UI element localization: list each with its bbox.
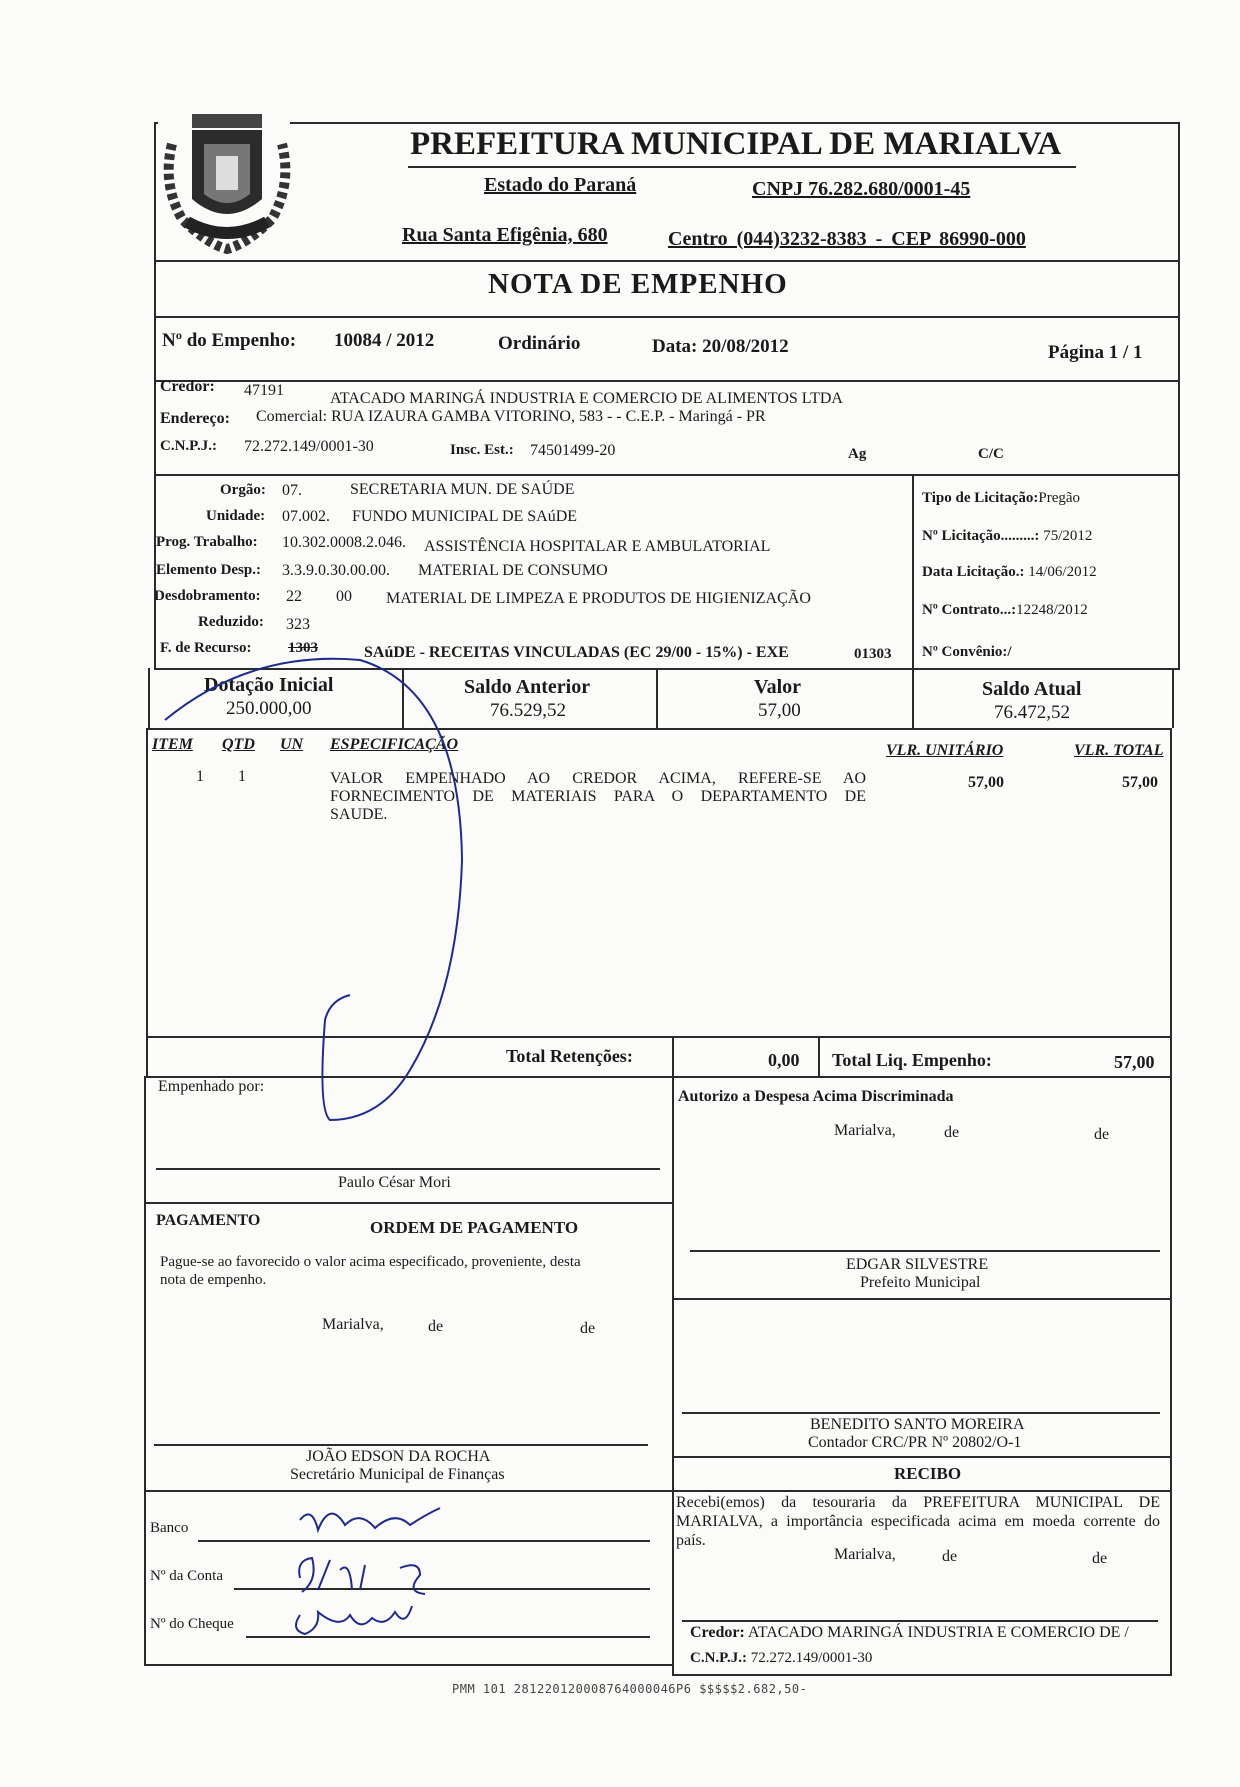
convenio-label: Nº Convênio:/ — [922, 644, 1012, 660]
valor-label: Valor — [754, 676, 802, 698]
ie-label: Insc. Est.: — [450, 442, 514, 458]
creditor-address: Comercial: RUA IZAURA GAMBA VITORINO, 583 - - C.E.P. - Maringá - PR — [256, 408, 766, 425]
creditor-label: Credor: — [160, 378, 215, 395]
banco-handwriting — [300, 1508, 440, 1530]
ordem-pagamento-label: ORDEM DE PAGAMENTO — [370, 1218, 579, 1237]
item-total-value: 57,00 — [1122, 774, 1158, 791]
cheque-handwriting — [296, 1606, 412, 1634]
unidade-label: Unidade: — [206, 508, 266, 524]
desdob-name: MATERIAL DE LIMPEZA E PRODUTOS DE HIGIENIZAÇÃO — [386, 590, 811, 607]
table-row — [150, 766, 1166, 866]
agency-label: Ag — [848, 446, 867, 462]
recibo-cnpj-label: C.N.P.J.: — [690, 1650, 747, 1666]
retencoes-label: Total Retenções: — [506, 1046, 633, 1066]
payment-text-line: Pague-se ao favorecido o valor acima especificado, proveniente, desta — [160, 1254, 581, 1270]
payment-text-line: nota de empenho. — [160, 1272, 267, 1288]
ie-value: 74501499-20 — [530, 442, 616, 459]
item-qtd: 1 — [238, 768, 246, 785]
creditor-name: ATACADO MARINGÁ INDUSTRIA E COMERCIO DE ALIMENTOS LTDA — [330, 390, 843, 407]
street-label: Rua Santa Efigênia, 680 — [402, 224, 608, 246]
prog-name: ASSISTÊNCIA HOSPITALAR E AMBULATORIAL — [424, 538, 771, 555]
recibo-credor: ATACADO MARINGÁ INDUSTRIA E COMERCIO DE / — [747, 1624, 1129, 1641]
prog-label: Prog. Trabalho: — [156, 534, 258, 550]
retencoes-value: 0,00 — [768, 1050, 800, 1070]
unidade-name: FUNDO MUNICIPAL DE SAúDE — [352, 508, 578, 525]
autorizo-label: Autorizo a Despesa Acima Discriminada — [678, 1088, 954, 1105]
page-title: PREFEITURA MUNICIPAL DE MARIALVA — [410, 126, 1062, 162]
reduzido-value: 323 — [286, 616, 310, 633]
num-licitacao-label: Nº Licitação.........: — [922, 528, 1040, 544]
contador-name: BENEDITO SANTO MOREIRA — [810, 1416, 1025, 1433]
contador-title: Contador CRC/PR Nº 20802/O-1 — [808, 1434, 1022, 1451]
valor-value: 57,00 — [758, 700, 801, 721]
contrato-value: 12248/2012 — [1016, 602, 1088, 618]
secretario-title: Secretário Municipal de Finanças — [290, 1466, 505, 1483]
item-desc-line: VALOR EMPENHADO AO CREDOR ACIMA, REFERE-SE AO — [330, 770, 866, 787]
saldo-anterior-value: 76.529,52 — [490, 700, 566, 721]
col-qtd: QTD — [222, 736, 255, 753]
desdob-code2: 00 — [336, 588, 352, 605]
creditor-cnpj-label: C.N.P.J.: — [160, 438, 217, 454]
empenho-number: 10084 / 2012 — [334, 330, 435, 351]
payment-de-1: de — [428, 1318, 444, 1335]
prefeito-title: Prefeito Municipal — [860, 1274, 981, 1291]
cnpj-label: CNPJ 76.282.680/0001-45 — [752, 178, 971, 200]
empenho-label: Nº do Empenho: — [162, 330, 297, 351]
desdob-label: Desdobramento: — [154, 588, 261, 604]
page-number: Página 1 / 1 — [1048, 342, 1143, 363]
col-vlr-total: VLR. TOTAL — [1074, 742, 1164, 759]
liq-empenho-label: Total Liq. Empenho: — [832, 1050, 992, 1070]
empenho-type: Ordinário — [498, 333, 581, 354]
payment-de-2: de — [580, 1320, 596, 1337]
col-item: ITEM — [152, 736, 193, 753]
recurso-number: 01303 — [854, 646, 892, 662]
recibo-de-2: de — [1092, 1550, 1108, 1567]
recibo-city: Marialva, — [834, 1546, 896, 1563]
payment-city: Marialva, — [322, 1316, 384, 1333]
num-licitacao: 75/2012 — [1043, 528, 1093, 544]
orgao-label: Orgão: — [220, 482, 266, 498]
recurso-label: F. de Recurso: — [160, 640, 252, 656]
tipo-licitacao: Pregão — [1038, 490, 1081, 506]
coat-of-arms-logo — [152, 104, 302, 254]
account-label: C/C — [978, 446, 1004, 462]
recibo-credor-label: Credor: — [690, 1624, 745, 1641]
doc-title: NOTA DE EMPENHO — [488, 268, 788, 300]
saldo-atual-label: Saldo Atual — [982, 678, 1082, 700]
state-label: Estado do Paraná — [484, 174, 637, 196]
saldo-atual-value: 76.472,52 — [994, 702, 1070, 723]
recurso-code: 1303 — [288, 640, 318, 656]
elemento-code: 3.3.9.0.30.00.00. — [282, 562, 390, 579]
elemento-label: Elemento Desp.: — [156, 562, 261, 578]
autorizo-de-1: de — [944, 1124, 960, 1141]
liq-empenho-value: 57,00 — [1114, 1052, 1155, 1072]
orgao-name: SECRETARIA MUN. DE SAÚDE — [350, 481, 575, 498]
desdob-code: 22 — [286, 588, 302, 605]
banco-label: Banco — [150, 1520, 189, 1536]
item-unit-value: 57,00 — [968, 774, 1004, 791]
col-especificacao: ESPECIFICAÇÃO — [330, 736, 459, 753]
recibo-title: RECIBO — [894, 1464, 962, 1483]
empenhado-name: Paulo César Mori — [338, 1174, 451, 1191]
cheque-label: Nº do Cheque — [150, 1616, 234, 1632]
autorizo-de-2: de — [1094, 1126, 1110, 1143]
unidade-code: 07.002. — [282, 508, 330, 525]
contrato-label: Nº Contrato...: — [922, 602, 1017, 618]
item-number: 1 — [196, 768, 204, 785]
recurso-name: SAúDE - RECEITAS VINCULADAS (EC 29/00 - 15%) - EXE — [364, 644, 789, 661]
creditor-cnpj: 72.272.149/0001-30 — [244, 438, 374, 455]
empenhado-por-label: Empenhado por: — [158, 1078, 265, 1095]
recibo-line: Recebi(emos) da tesouraria da PREFEITURA MUNICIPAL DE — [676, 1494, 1160, 1511]
prog-code: 10.302.0008.2.046. — [282, 534, 406, 551]
col-un: UN — [280, 736, 304, 753]
recibo-line: MARIALVA, a importância especificada acima em moeda corrente do — [676, 1513, 1160, 1530]
col-vlr-unitario: VLR. UNITÁRIO — [886, 742, 1004, 759]
reduzido-label: Reduzido: — [198, 614, 264, 630]
elemento-name: MATERIAL DE CONSUMO — [418, 562, 608, 579]
prefeito-name: EDGAR SILVESTRE — [846, 1256, 989, 1273]
footer-code: PMM 101 281220120008764000046P6 $$$$$2.682,50- — [452, 1682, 808, 1696]
empenho-date: Data: 20/08/2012 — [652, 336, 789, 357]
data-licitacao: 14/06/2012 — [1028, 564, 1097, 580]
saldo-anterior-label: Saldo Anterior — [464, 676, 591, 698]
dotacao-label: Dotação Inicial — [204, 674, 334, 696]
dotacao-value: 250.000,00 — [226, 698, 312, 719]
item-desc-line: SAUDE. — [330, 806, 388, 823]
recibo-de-1: de — [942, 1548, 958, 1565]
address-field-label: Endereço: — [160, 410, 230, 427]
item-desc-line: FORNECIMENTO DE MATERIAIS PARA O DEPARTAMENTO DE — [330, 788, 866, 805]
orgao-code: 07. — [282, 482, 302, 499]
address-label: Centro (044)3232-8383 - CEP 86990-000 — [668, 228, 1026, 250]
recibo-line: país. — [676, 1532, 706, 1549]
tipo-licitacao-label: Tipo de Licitação: — [922, 490, 1039, 506]
recibo-cnpj: 72.272.149/0001-30 — [750, 1650, 873, 1666]
data-licitacao-label: Data Licitação.: — [922, 564, 1025, 580]
secretario-name: JOÃO EDSON DA ROCHA — [306, 1448, 491, 1465]
creditor-code: 47191 — [244, 382, 284, 399]
autorizo-city: Marialva, — [834, 1122, 896, 1139]
pagamento-label: PAGAMENTO — [156, 1212, 261, 1229]
conta-label: Nº da Conta — [150, 1568, 223, 1584]
